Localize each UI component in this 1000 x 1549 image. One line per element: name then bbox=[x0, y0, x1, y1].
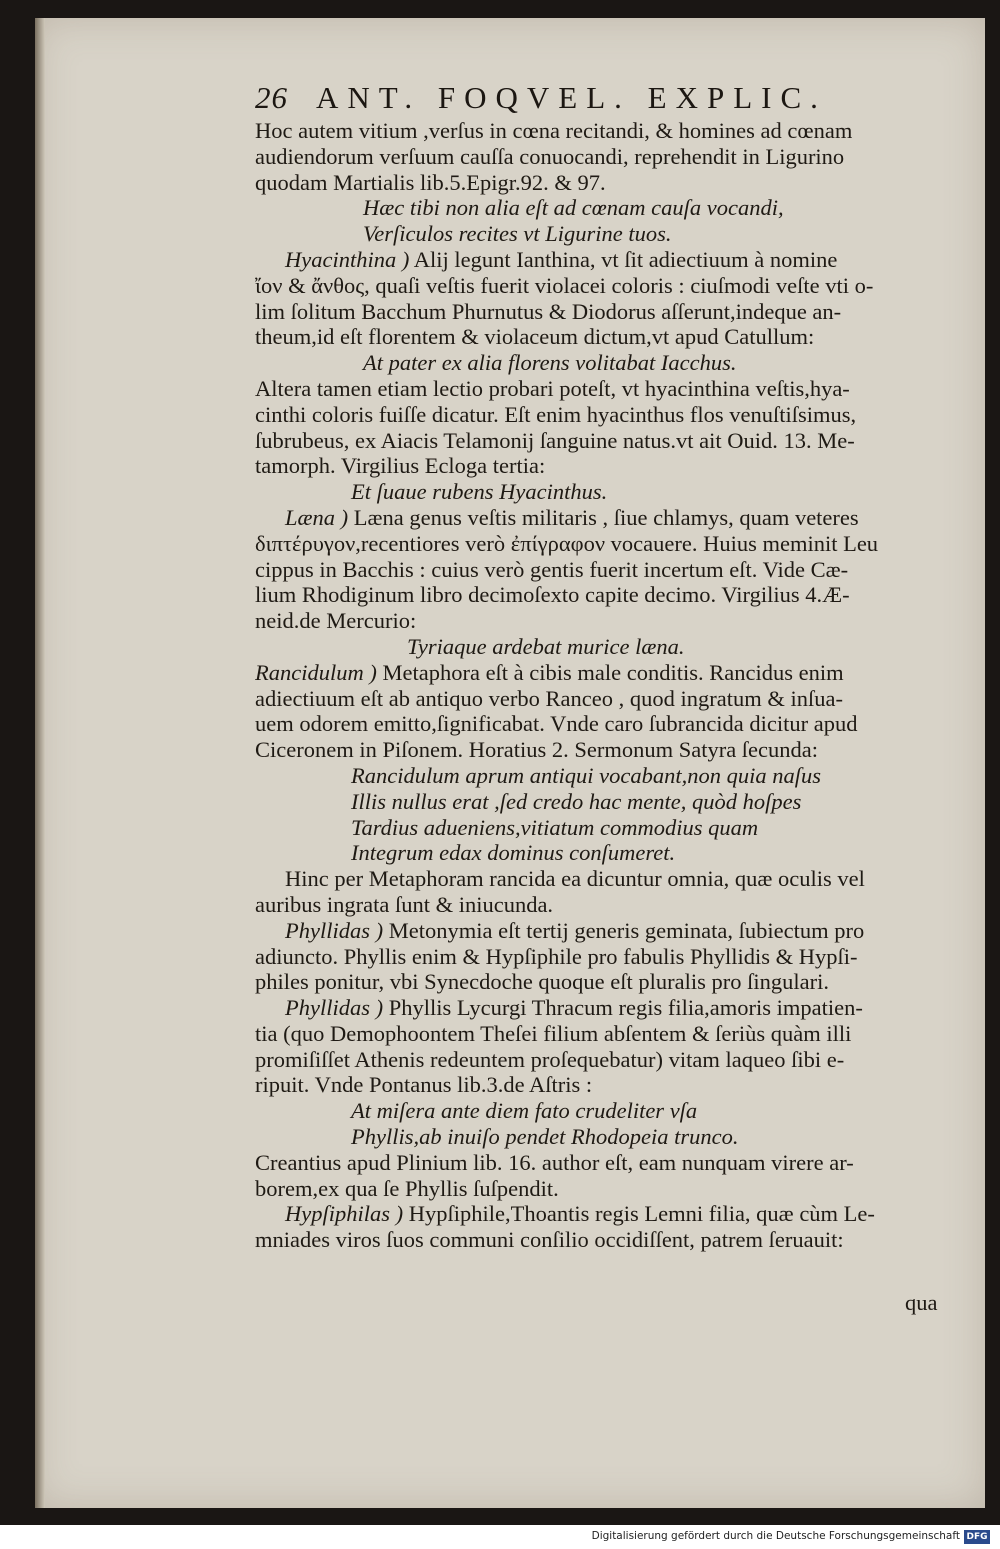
text-line bbox=[255, 428, 965, 454]
line-text: adiectiuum eſt ab antiquo verbo Ranceo , quod ingratum & inſua- bbox=[255, 685, 843, 711]
catchword: qua bbox=[905, 1290, 938, 1315]
line-text: ſubrubeus, ex Aiacis Telamonij ſanguine natus.vt ait Ouid. 13. Me- bbox=[255, 427, 855, 453]
text-line bbox=[255, 892, 965, 918]
text-line bbox=[255, 350, 965, 376]
line-text: διπτέρυγον,recentiores verò ἐπίγραφον vocauere. Huius meminit Leu bbox=[255, 530, 879, 556]
text-line bbox=[255, 634, 965, 660]
line-text: Altera tamen etiam lectio probari poteſt, vt hyacinthina veſtis,hya- bbox=[255, 375, 850, 401]
line-text: Alij legunt Ianthina, vt ſit adiectiuum à nomine bbox=[409, 246, 838, 272]
lemma: Læna ) bbox=[285, 504, 349, 530]
line-text: Hypſiphile,Thoantis regis Lemni filia, quæ cùm Le- bbox=[403, 1201, 875, 1227]
line-text: Et ſuaue rubens Hyacinthus. bbox=[351, 479, 608, 505]
text-line bbox=[255, 118, 965, 144]
line-text: audiendorum verſuum cauſſa conuocandi, reprehendit in Ligurino bbox=[255, 143, 845, 169]
text-line bbox=[255, 479, 965, 505]
text-line bbox=[255, 763, 965, 789]
text-line bbox=[255, 1227, 965, 1253]
lemma: Rancidulum ) bbox=[255, 659, 377, 685]
text-line bbox=[255, 505, 965, 531]
line-text: lium Rhodiginum libro decimoſexto capite decimo. Virgilius 4.Æ- bbox=[255, 582, 850, 608]
line-text: theum,id eſt florentem & violaceum dictum,vt apud Catullum: bbox=[255, 324, 815, 350]
text-line bbox=[255, 531, 965, 557]
text-line bbox=[255, 195, 965, 221]
line-text: promiſiſſet Athenis redeuntem proſequebatur) vitam laqueo ſibi e- bbox=[255, 1046, 845, 1072]
text-line bbox=[255, 1176, 965, 1202]
line-text: Creantius apud Plinium lib. 16. author eſt, eam nunquam virere ar- bbox=[255, 1149, 854, 1175]
line-text: Metonymia eſt tertij generis geminata, ſubiectum pro bbox=[383, 917, 865, 943]
text-line bbox=[255, 376, 965, 402]
running-title: ANT. FOQVEL. EXPLIC. bbox=[316, 80, 827, 115]
text-line bbox=[255, 1098, 965, 1124]
line-text: cippus in Bacchis : cuius verò gentis fuerit incertum eſt. Vide Cæ- bbox=[255, 556, 849, 582]
body-text bbox=[255, 118, 965, 1253]
text-line bbox=[255, 608, 965, 634]
text-line bbox=[255, 221, 965, 247]
line-text: tia (quo Demophoontem Theſei filium abſentem & ſeriùs quàm illi bbox=[255, 1020, 852, 1046]
line-text: cinthi coloris fuiſſe dicatur. Eſt enim hyacinthus flos venuſtiſsimus, bbox=[255, 401, 857, 427]
line-text: tamorph. Virgilius Ecloga tertia: bbox=[255, 453, 546, 479]
line-text: mniades viros ſuos communi conſilio occidiſſent, patrem ſeruauit: bbox=[255, 1227, 844, 1253]
text-line bbox=[255, 582, 965, 608]
text-line bbox=[255, 840, 965, 866]
text-line bbox=[255, 944, 965, 970]
line-text: Tyriaque ardebat murice læna. bbox=[407, 633, 685, 659]
text-line bbox=[255, 1021, 965, 1047]
line-text: At pater ex alia florens volitabat Iacchus. bbox=[363, 350, 737, 376]
text-line bbox=[255, 170, 965, 196]
text-line bbox=[255, 273, 965, 299]
text-line bbox=[255, 557, 965, 583]
text-line bbox=[255, 1047, 965, 1073]
line-text: Hæc tibi non alia eſt ad cœnam cauſa vocandi, bbox=[363, 195, 784, 221]
line-text: Phyllis,ab inuiſo pendet Rhodopeia trunco. bbox=[351, 1124, 739, 1150]
line-text: Integrum edax dominus conſumeret. bbox=[351, 840, 676, 866]
text-line bbox=[255, 324, 965, 350]
text-line bbox=[255, 1201, 965, 1227]
line-text: philes ponitur, vbi Synecdoche quoque eſt pluralis pro ſingulari. bbox=[255, 969, 829, 995]
lemma: Hypſiphilas ) bbox=[285, 1201, 404, 1227]
line-text: Læna genus veſtis militaris , ſiue chlamys, quam veteres bbox=[348, 504, 859, 530]
lemma: Phyllidas ) bbox=[285, 995, 384, 1021]
line-text: Metaphora eſt à cibis male conditis. Rancidus enim bbox=[376, 659, 844, 685]
text-line bbox=[255, 815, 965, 841]
text-line bbox=[255, 299, 965, 325]
line-text: Hinc per Metaphoram rancida ea dicuntur omnia, quæ oculis vel bbox=[285, 866, 865, 892]
text-line bbox=[255, 660, 965, 686]
text-line bbox=[255, 737, 965, 763]
text-line bbox=[255, 1124, 965, 1150]
lemma: Phyllidas ) bbox=[285, 917, 384, 943]
text-line bbox=[255, 789, 965, 815]
line-text: Ciceronem in Piſonem. Horatius 2. Sermonum Satyra ſecunda: bbox=[255, 737, 819, 763]
text-line bbox=[255, 866, 965, 892]
line-text: Rancidulum aprum antiqui vocabant,non quia naſus bbox=[351, 762, 821, 788]
line-text: ripuit. Vnde Pontanus lib.3.de Aſtris : bbox=[255, 1072, 593, 1098]
page-number: 26 bbox=[255, 80, 288, 115]
line-text: auribus ingrata ſunt & iniucunda. bbox=[255, 891, 554, 917]
lemma: Hyacinthina ) bbox=[285, 246, 410, 272]
text-line bbox=[255, 247, 965, 273]
line-text: Hoc autem vitium ,verſus in cœna recitandi, & homines ad cœnam bbox=[255, 118, 853, 143]
text-line bbox=[255, 402, 965, 428]
line-text: neid.de Mercurio: bbox=[255, 608, 417, 634]
line-text: At miſera ante diem fato crudeliter vſa bbox=[351, 1098, 698, 1124]
text-line bbox=[255, 144, 965, 170]
line-text: ἴον & ἄνθος, quaſi veſtis fuerit violacei coloris : ciuſmodi veſte vti o- bbox=[255, 272, 874, 298]
text-line bbox=[255, 995, 965, 1021]
page-binding-shadow bbox=[35, 18, 45, 1508]
footer-credit: Digitalisierung gefördert durch die Deutsche Forschungsgemeinschaft bbox=[591, 1530, 960, 1542]
text-line bbox=[255, 686, 965, 712]
line-text: Tardius adueniens,vitiatum commodius quam bbox=[351, 814, 759, 840]
dfg-logo: DFG bbox=[964, 1530, 990, 1544]
line-text: adiuncto. Phyllis enim & Hypſiphile pro fabulis Phyllidis & Hypſi- bbox=[255, 943, 858, 969]
footer-bar bbox=[0, 1525, 1000, 1549]
text-line bbox=[255, 1072, 965, 1098]
text-line bbox=[255, 918, 965, 944]
line-text: Illis nullus erat ,ſed credo hac mente, quòd hoſpes bbox=[351, 788, 802, 814]
text-line bbox=[255, 711, 965, 737]
text-line bbox=[255, 1150, 965, 1176]
line-text: quodam Martialis lib.5.Epigr.92. & 97. bbox=[255, 169, 606, 195]
running-head bbox=[255, 80, 827, 116]
line-text: Phyllis Lycurgi Thracum regis filia,amoris impatien- bbox=[383, 995, 863, 1021]
text-line bbox=[255, 969, 965, 995]
text-line bbox=[255, 453, 965, 479]
line-text: lim ſolitum Bacchum Phurnutus & Diodorus aſſerunt,indeque an- bbox=[255, 298, 842, 324]
line-text: uem odorem emitto,ſignificabat. Vnde caro ſubrancida dicitur apud bbox=[255, 711, 858, 737]
line-text: borem,ex qua ſe Phyllis ſuſpendit. bbox=[255, 1175, 559, 1201]
line-text: Verſiculos recites vt Ligurine tuos. bbox=[363, 221, 672, 247]
